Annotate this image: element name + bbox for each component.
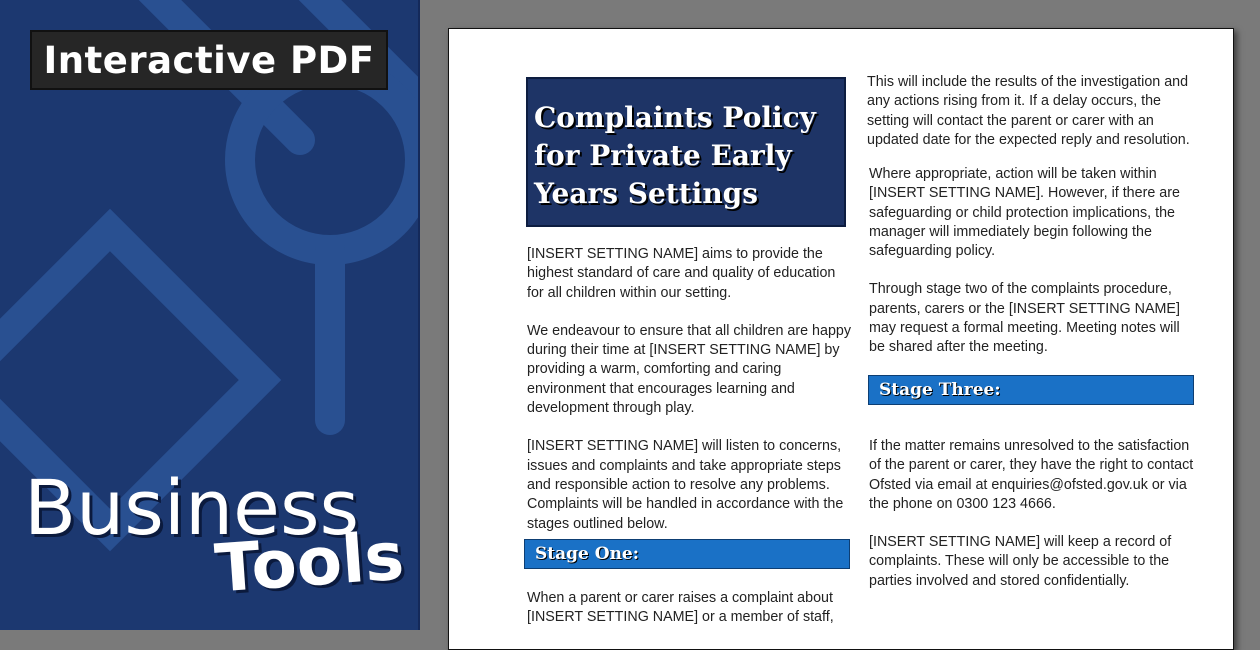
title-line-1: Complaints Policy	[534, 101, 816, 134]
interactive-pdf-badge	[30, 30, 388, 90]
complaints-handling-paragraph: [INSERT SETTING NAME] will listen to concerns, issues and complaints and take appropriate steps and responsible action to resolve any problems. Complaints will be handled in accordance with the stages outlined below.	[527, 438, 844, 532]
intro-paragraph: [INSERT SETTING NAME] aims to provide the highest standard of care and quality of education for all children within our setting.	[527, 246, 836, 301]
stage-three-heading: Stage Three:	[868, 375, 1194, 405]
stage-one-text	[527, 589, 853, 647]
brand-business-text: Business	[24, 463, 360, 552]
left-column-text	[527, 245, 853, 553]
document-title-box	[526, 77, 846, 227]
title-line-2: for Private Early	[534, 139, 792, 172]
document-title	[534, 99, 844, 213]
records-paragraph: [INSERT SETTING NAME] will keep a record of complaints. These will only be accessible to the parties involved and stored confidentially.	[869, 534, 1172, 589]
stage-one-paragraph: When a parent or carer raises a complaint about [INSERT SETTING NAME] or a member of staff,	[527, 590, 834, 626]
badge-label: Interactive PDF	[43, 38, 375, 82]
stage-two-paragraph: Through stage two of the complaints procedure, parents, carers or the [INSERT SETTING NAME] may request a formal meeting. Meeting notes will be shared after the meeting.	[869, 281, 1180, 356]
safeguarding-paragraph: Where appropriate, action will be taken within [INSERT SETTING NAME]. However, if there are safeguarding or child protection implications, the manager will immediately begin following the safeguarding policy.	[869, 166, 1180, 260]
brand-tools-text: Tools	[212, 517, 407, 608]
right-column-bottom-text	[869, 437, 1199, 610]
document-page	[448, 28, 1234, 650]
stage-one-heading: Stage One:	[524, 539, 850, 569]
environment-paragraph: We endeavour to ensure that all children are happy during their time at [INSERT SETTING NAME] by providing a warm, comforting and caring environment that encourages learning and development through play.	[527, 322, 852, 417]
left-banner-panel	[0, 0, 420, 630]
title-line-3: Years Settings	[534, 177, 759, 210]
right-column-top-text	[867, 73, 1197, 169]
investigation-results-paragraph: This will include the results of the investigation and any actions rising from it. If a delay occurs, the setting will contact the parent or carer with an updated date for the expected reply and resolution.	[867, 74, 1190, 148]
ofsted-contact-paragraph: If the matter remains unresolved to the satisfaction of the parent or carer, they have the right to contact Ofsted via email at enquiries@ofsted.gov.uk or via the phone on 0300 123 4666.	[869, 438, 1194, 512]
right-column-middle-text	[869, 165, 1199, 377]
